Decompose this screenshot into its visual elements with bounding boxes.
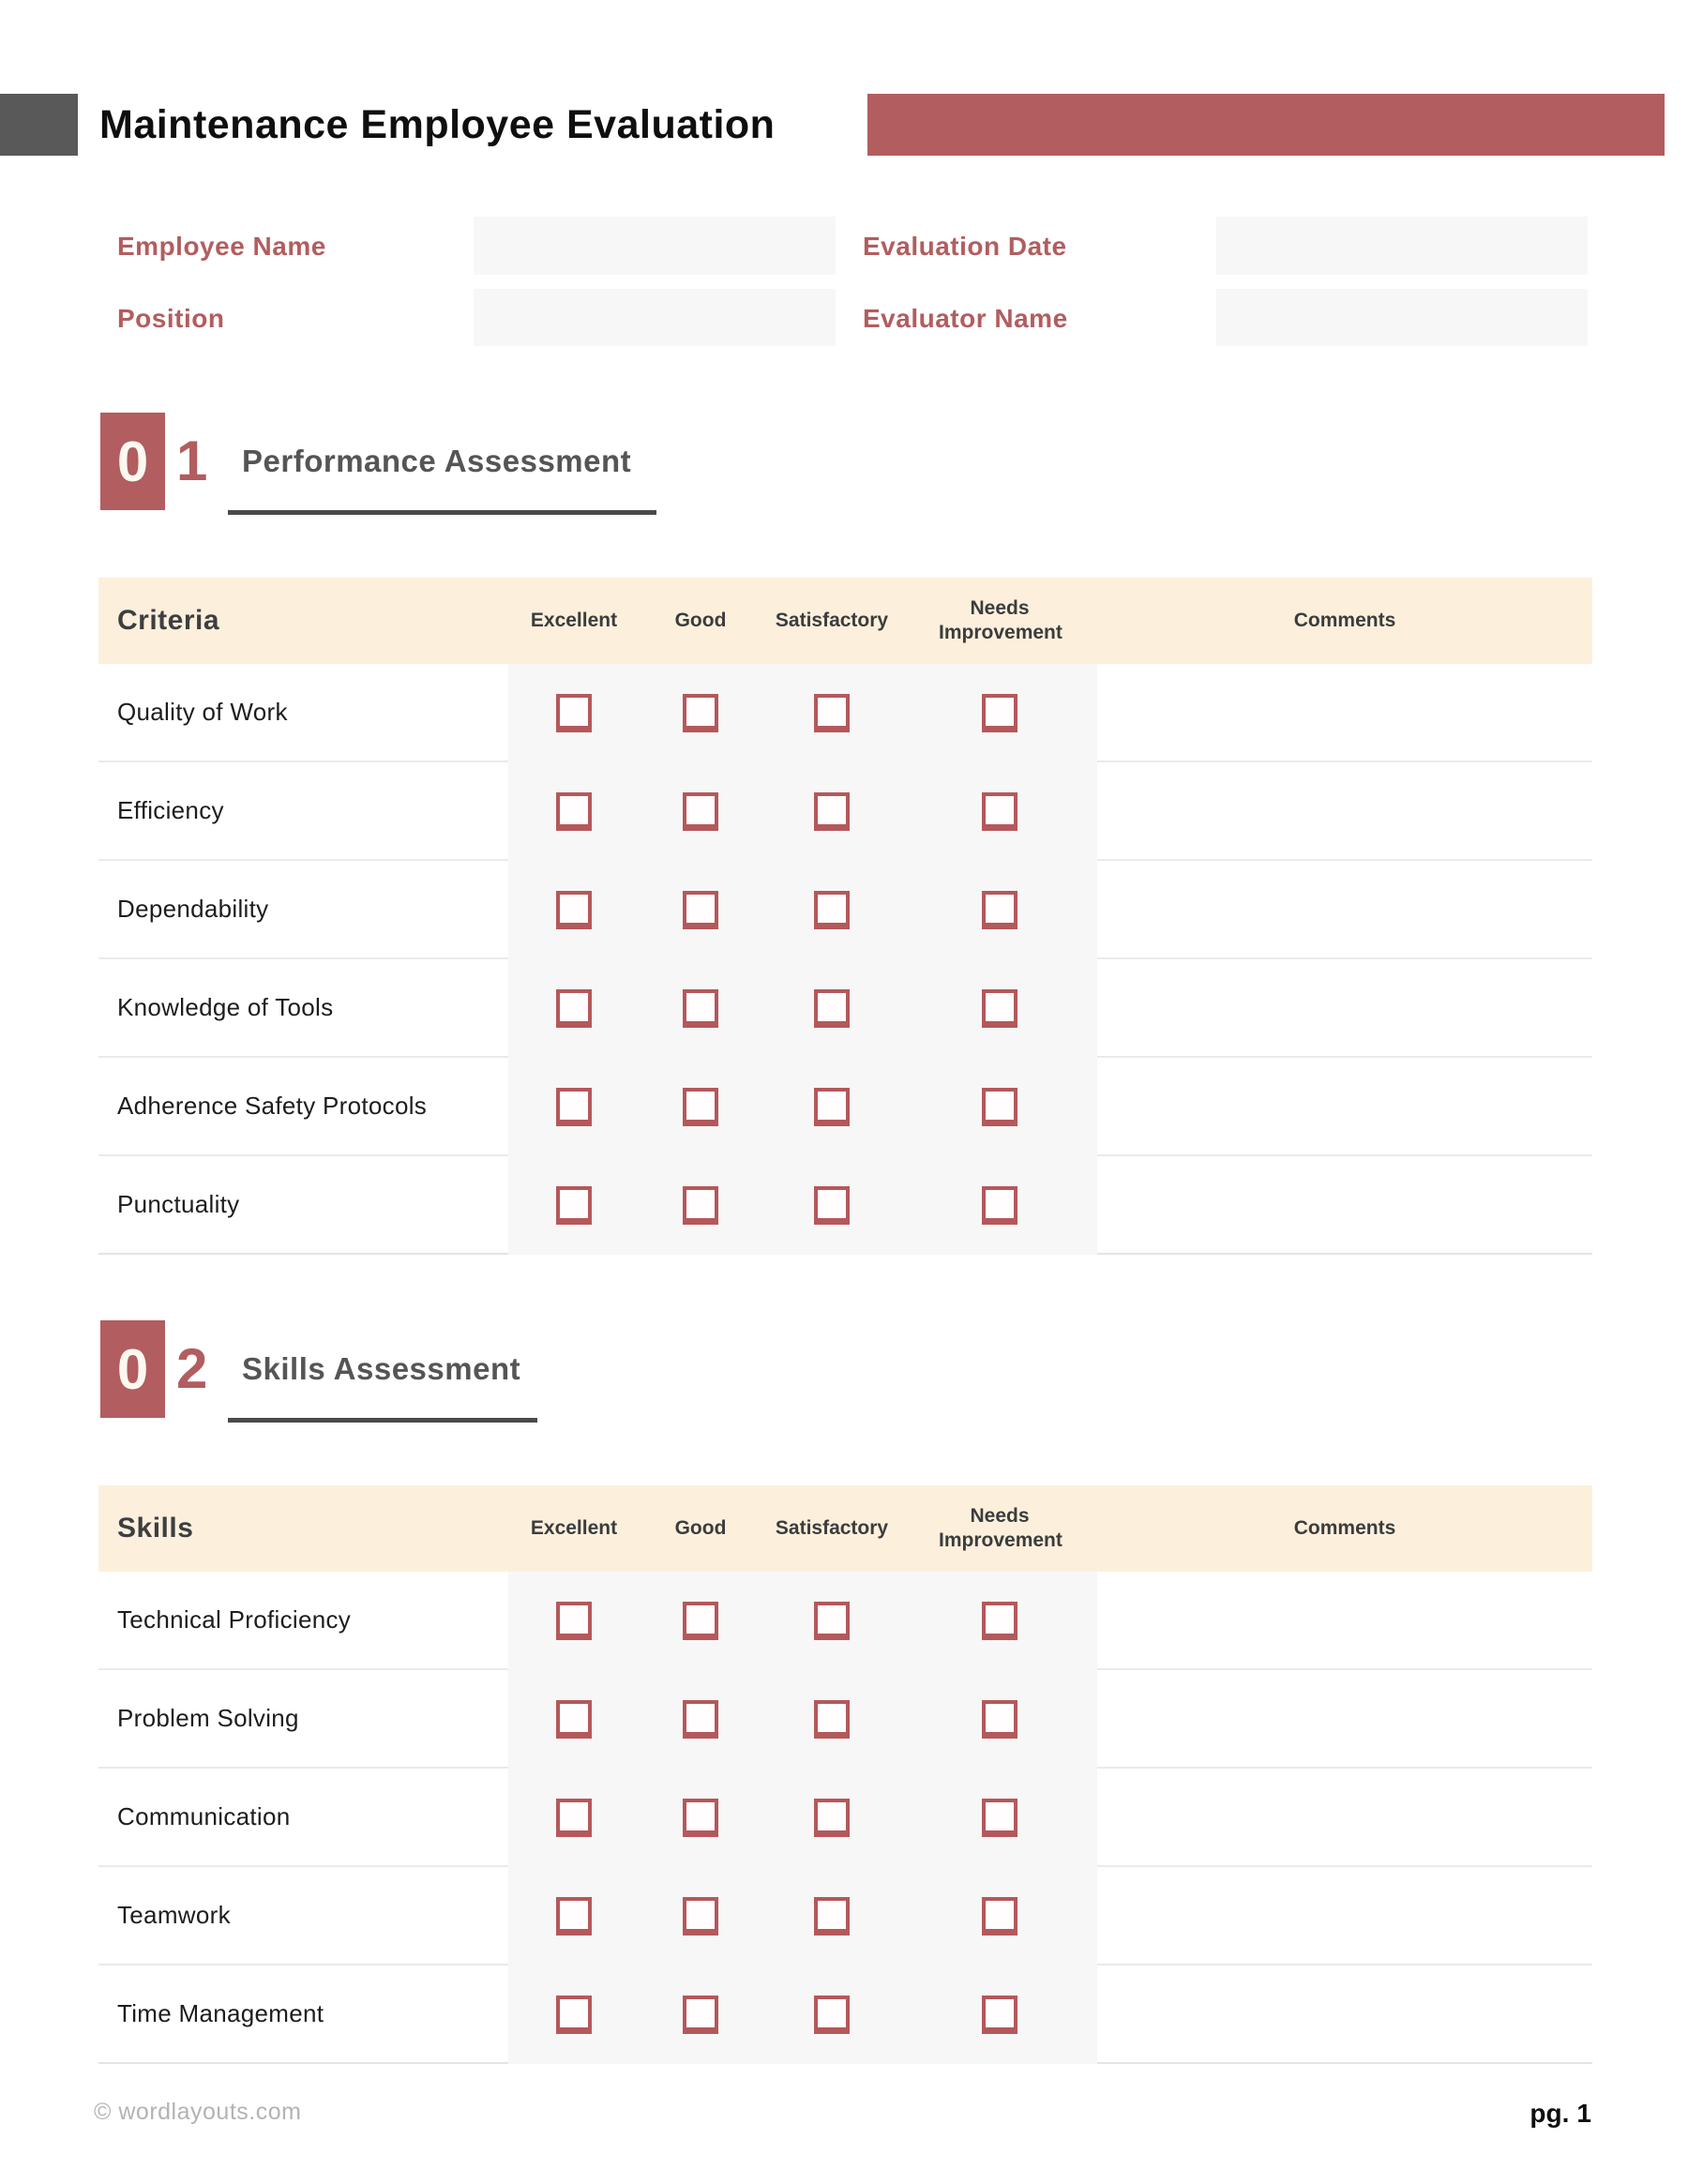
rating-column-header-label: Needs Improvement — [939, 596, 1063, 643]
section-1-title: Performance Assessment — [242, 444, 632, 478]
employee-name-label: Employee Name — [117, 232, 326, 261]
row-label: Adherence Safety Protocols — [98, 1058, 508, 1156]
section-2-number-box: 0 — [100, 1320, 165, 1418]
skills-column-header: Skills — [117, 1513, 194, 1544]
row-label: Time Management — [98, 1966, 508, 2064]
table-body — [98, 664, 1592, 1255]
page-title: Maintenance Employee Evaluation — [99, 102, 776, 147]
rating-checkbox[interactable] — [683, 1602, 718, 1640]
rating-checkbox[interactable] — [683, 792, 718, 831]
rating-cell — [640, 861, 761, 959]
rating-cell — [761, 1867, 902, 1966]
table-row — [98, 959, 1592, 1058]
rating-cell — [640, 959, 761, 1058]
rating-checkbox[interactable] — [556, 1799, 592, 1837]
row-label: Quality of Work — [98, 664, 508, 762]
rating-checkbox[interactable] — [814, 1088, 850, 1126]
comments-cell[interactable] — [1097, 1572, 1592, 1670]
employee-name-input[interactable] — [474, 217, 836, 275]
rating-cell — [508, 861, 640, 959]
rating-checkbox[interactable] — [982, 891, 1017, 929]
section-2-number: 2 — [176, 1337, 208, 1400]
rating-cell — [508, 762, 640, 861]
rating-checkbox[interactable] — [982, 1088, 1017, 1126]
rating-checkbox[interactable] — [982, 989, 1017, 1028]
row-label: Technical Proficiency — [98, 1572, 508, 1670]
rating-cell — [902, 762, 1097, 861]
rating-cell — [902, 959, 1097, 1058]
comments-column-header: Comments — [1293, 1517, 1396, 1539]
section-1-number: 1 — [176, 429, 208, 492]
rating-checkbox[interactable] — [814, 1602, 850, 1640]
rating-cell — [640, 1670, 761, 1769]
rating-cell — [761, 1572, 902, 1670]
row-label: Problem Solving — [98, 1670, 508, 1769]
rating-checkbox[interactable] — [982, 1996, 1017, 2034]
rating-column-header-label: Excellent — [530, 1516, 618, 1539]
section-1-underline — [228, 510, 656, 515]
rating-cell — [508, 1670, 640, 1769]
rating-checkbox[interactable] — [814, 1996, 850, 2034]
table-row — [98, 1769, 1592, 1867]
position-input[interactable] — [474, 289, 836, 346]
comments-cell[interactable] — [1097, 861, 1592, 959]
rating-cell — [761, 1670, 902, 1769]
table-row — [98, 1156, 1592, 1255]
criteria-column-header: Criteria — [117, 605, 220, 636]
comments-cell[interactable] — [1097, 959, 1592, 1058]
rating-checkbox[interactable] — [683, 1700, 718, 1739]
position-label: Position — [117, 304, 225, 333]
rating-cell — [640, 1058, 761, 1156]
rating-cell — [761, 762, 902, 861]
table-header-row — [98, 578, 1592, 664]
rating-checkbox[interactable] — [683, 1186, 718, 1225]
rating-column-header — [761, 578, 902, 664]
table-row — [98, 1572, 1592, 1670]
rating-cell — [508, 1966, 640, 2064]
rating-checkbox[interactable] — [556, 694, 592, 732]
rating-column-header — [508, 1485, 640, 1572]
rating-cell — [640, 1572, 761, 1670]
rating-checkbox[interactable] — [683, 891, 718, 929]
rating-cell — [902, 861, 1097, 959]
rating-cell — [640, 1966, 761, 2064]
comments-cell[interactable] — [1097, 1966, 1592, 2064]
rating-cell — [640, 1156, 761, 1255]
rating-checkbox[interactable] — [683, 1799, 718, 1837]
row-label: Punctuality — [98, 1156, 508, 1255]
header-accent-bar — [867, 94, 1665, 156]
rating-checkbox[interactable] — [683, 1897, 718, 1935]
rating-column-header-label: Excellent — [530, 609, 618, 631]
rating-checkbox[interactable] — [683, 1996, 718, 2034]
rating-checkbox[interactable] — [556, 1897, 592, 1935]
rating-column-header — [640, 578, 761, 664]
footer-brand: © wordlayouts.com — [94, 2099, 302, 2125]
rating-checkbox[interactable] — [814, 1700, 850, 1739]
evaluator-name-input[interactable] — [1216, 289, 1588, 346]
rating-cell — [902, 1670, 1097, 1769]
table-row — [98, 1058, 1592, 1156]
rating-cell — [902, 1769, 1097, 1867]
rating-cell — [902, 664, 1097, 762]
performance-assessment-table — [98, 578, 1592, 1255]
comments-cell[interactable] — [1097, 1058, 1592, 1156]
rating-checkbox[interactable] — [982, 1799, 1017, 1837]
rating-cell — [902, 1572, 1097, 1670]
table-row — [98, 664, 1592, 762]
rating-cell — [640, 1867, 761, 1966]
row-label: Teamwork — [98, 1867, 508, 1966]
rating-checkbox[interactable] — [556, 989, 592, 1028]
rating-checkbox[interactable] — [683, 1088, 718, 1126]
rating-cell — [761, 1058, 902, 1156]
row-label: Dependability — [98, 861, 508, 959]
comments-cell[interactable] — [1097, 664, 1592, 762]
rating-column-header-label: Satisfactory — [775, 609, 889, 631]
footer-page-indicator — [1530, 2099, 1591, 2129]
rating-cell — [508, 959, 640, 1058]
rating-column-header — [902, 1485, 1097, 1572]
comments-cell[interactable] — [1097, 762, 1592, 861]
rating-cell — [761, 664, 902, 762]
rating-checkbox[interactable] — [814, 989, 850, 1028]
rating-checkbox[interactable] — [556, 1186, 592, 1225]
evaluator-name-label: Evaluator Name — [863, 304, 1068, 333]
rating-checkbox[interactable] — [982, 792, 1017, 831]
comments-cell[interactable] — [1097, 1156, 1592, 1255]
rating-checkbox[interactable] — [814, 792, 850, 831]
rating-checkbox[interactable] — [556, 1700, 592, 1739]
table-row — [98, 1867, 1592, 1966]
row-label: Knowledge of Tools — [98, 959, 508, 1058]
rating-cell — [508, 1058, 640, 1156]
rating-cell — [761, 959, 902, 1058]
rating-cell — [902, 1156, 1097, 1255]
header-dark-square — [0, 94, 78, 156]
rating-cell — [508, 1769, 640, 1867]
rating-cell — [508, 1867, 640, 1966]
table-header-row — [98, 1485, 1592, 1572]
rating-checkbox[interactable] — [814, 1897, 850, 1935]
rating-checkbox[interactable] — [556, 1602, 592, 1640]
table-row — [98, 861, 1592, 959]
evaluation-date-input[interactable] — [1216, 217, 1588, 275]
rating-column-headers — [508, 1485, 1097, 1572]
rating-checkbox[interactable] — [982, 1186, 1017, 1225]
rating-cell — [508, 1572, 640, 1670]
rating-cell — [902, 1058, 1097, 1156]
rating-checkbox[interactable] — [556, 891, 592, 929]
rating-checkbox[interactable] — [814, 1799, 850, 1837]
rating-cell — [640, 664, 761, 762]
footer-page-number: 1 — [1576, 2099, 1591, 2128]
rating-column-header — [761, 1485, 902, 1572]
rating-cell — [761, 1966, 902, 2064]
rating-column-header-label: Satisfactory — [775, 1516, 889, 1539]
rating-cell — [761, 1769, 902, 1867]
row-label: Efficiency — [98, 762, 508, 861]
comments-cell[interactable] — [1097, 1769, 1592, 1867]
table-row — [98, 1670, 1592, 1769]
skills-assessment-table — [98, 1485, 1592, 2064]
rating-cell — [640, 762, 761, 861]
rating-checkbox[interactable] — [814, 1186, 850, 1225]
rating-checkbox[interactable] — [814, 694, 850, 732]
section-2-title: Skills Assessment — [242, 1351, 521, 1386]
section-1-number-box: 0 — [100, 413, 165, 510]
rating-checkbox[interactable] — [683, 694, 718, 732]
rating-column-header-label: Needs Improvement — [939, 1504, 1063, 1551]
rating-checkbox[interactable] — [683, 989, 718, 1028]
rating-checkbox[interactable] — [556, 792, 592, 831]
rating-cell — [508, 664, 640, 762]
section-2-underline — [228, 1418, 537, 1423]
rating-checkbox[interactable] — [982, 1602, 1017, 1640]
table-body — [98, 1572, 1592, 2064]
rating-column-header — [640, 1485, 761, 1572]
rating-cell — [640, 1769, 761, 1867]
rating-column-header — [508, 578, 640, 664]
rating-cell — [761, 1156, 902, 1255]
rating-checkbox[interactable] — [814, 891, 850, 929]
rating-cell — [902, 1966, 1097, 2064]
rating-column-header-label: Good — [674, 1516, 727, 1539]
rating-column-header — [902, 578, 1097, 664]
rating-cell — [902, 1867, 1097, 1966]
rating-checkbox[interactable] — [556, 1996, 592, 2034]
evaluation-date-label: Evaluation Date — [863, 232, 1067, 261]
comments-cell[interactable] — [1097, 1867, 1592, 1966]
rating-cell — [508, 1156, 640, 1255]
comments-column-header: Comments — [1293, 610, 1396, 631]
rating-column-header-label: Good — [674, 609, 727, 631]
footer-page-label: pg. — [1530, 2099, 1570, 2128]
rating-checkbox[interactable] — [982, 1700, 1017, 1739]
rating-column-headers — [508, 578, 1097, 664]
rating-checkbox[interactable] — [982, 1897, 1017, 1935]
row-label: Communication — [98, 1769, 508, 1867]
rating-cell — [761, 861, 902, 959]
rating-checkbox[interactable] — [982, 694, 1017, 732]
table-row — [98, 1966, 1592, 2064]
rating-checkbox[interactable] — [556, 1088, 592, 1126]
table-row — [98, 762, 1592, 861]
comments-cell[interactable] — [1097, 1670, 1592, 1769]
